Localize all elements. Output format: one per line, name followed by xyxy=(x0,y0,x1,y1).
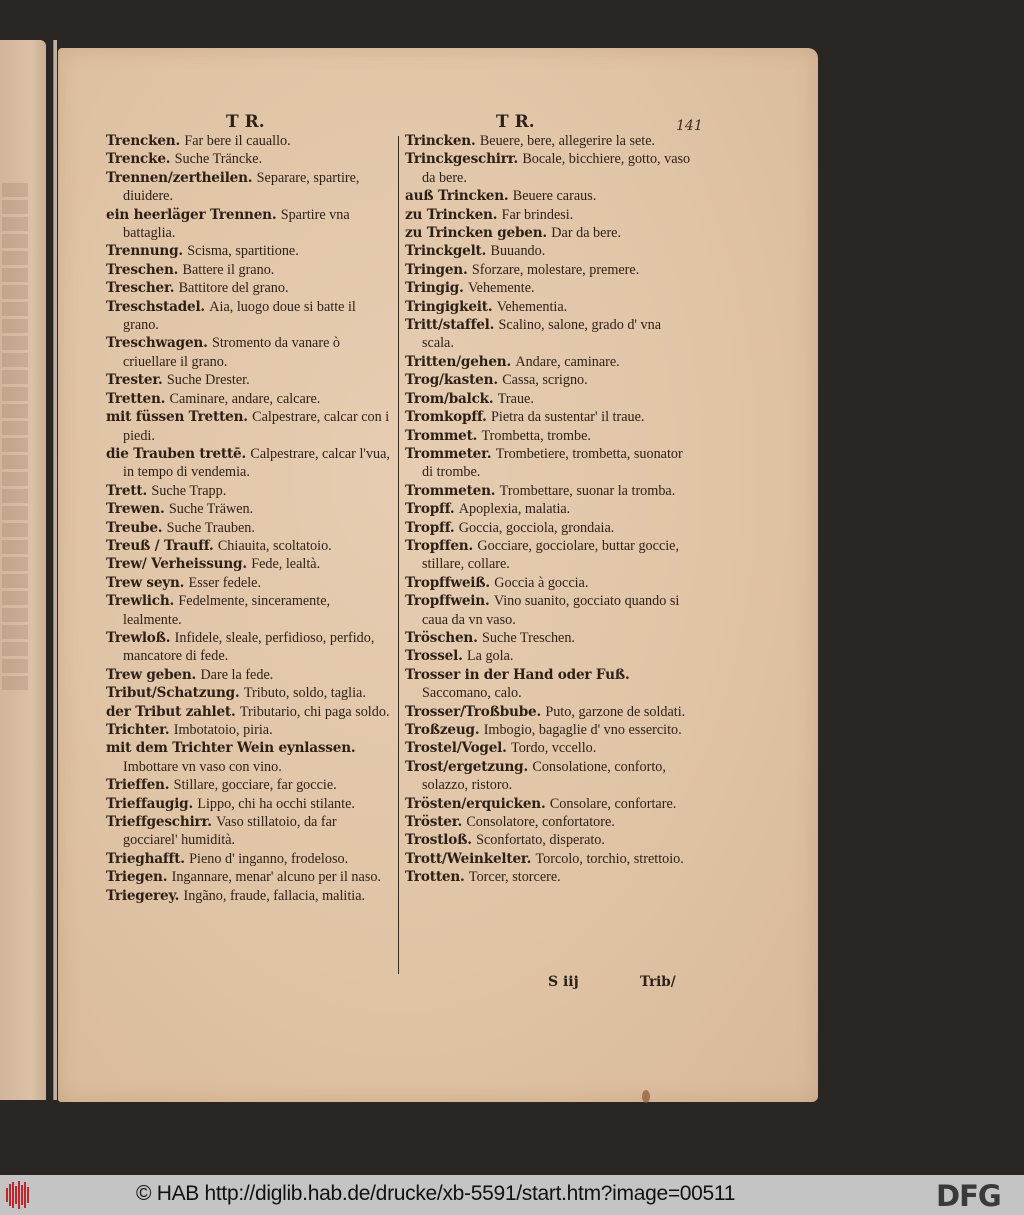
german-headword: Trennung. xyxy=(106,243,183,260)
german-headword: Trennen/zertheilen. xyxy=(106,169,253,186)
dictionary-entry xyxy=(106,390,390,408)
german-headword: Tritt/staffel. xyxy=(405,317,495,334)
italian-translation: Consolare, confortare. xyxy=(549,795,677,812)
italian-translation: Aia, luogo doue si batte il grano. xyxy=(123,298,356,334)
dictionary-entry xyxy=(106,445,390,482)
footer-bar xyxy=(0,1175,1024,1215)
german-headword: Trosser in der Hand oder Fuß. xyxy=(405,666,630,683)
dictionary-entry xyxy=(405,316,695,353)
german-headword: mit dem Trichter Wein eynlassen. xyxy=(106,740,356,757)
italian-translation: Pieno d' inganno, frodeloso. xyxy=(189,850,349,867)
german-headword: ein heerläger Trennen. xyxy=(106,206,277,223)
dictionary-entry xyxy=(106,206,390,243)
italian-translation: Battere il grano. xyxy=(182,261,275,278)
dictionary-entry xyxy=(405,850,695,868)
german-headword: Trieghafft. xyxy=(106,850,185,867)
italian-translation: Imbogio, bagaglie d' vno essercito. xyxy=(483,722,682,738)
dictionary-entry xyxy=(405,224,695,242)
german-headword: Trostel/Vogel. xyxy=(405,740,507,757)
italian-translation: Tributario, chi paga soldo. xyxy=(239,703,390,720)
dictionary-entry xyxy=(405,868,695,886)
dictionary-entry xyxy=(405,298,695,316)
italian-translation: Spartire vna battaglia. xyxy=(123,206,350,242)
dictionary-entry xyxy=(405,445,695,482)
german-headword: Trett. xyxy=(106,482,148,499)
signature-mark: S iij xyxy=(548,974,579,990)
italian-translation: Imbotatoio, piria. xyxy=(173,722,273,738)
italian-translation: Calpestrare, calcar l'vua, in tempo di vendemia. xyxy=(123,445,390,481)
german-headword: Trescher. xyxy=(106,280,175,297)
italian-translation: Scalino, salone, grado d' vna scala. xyxy=(422,317,662,352)
german-headword: Trinckgeschirr. xyxy=(405,151,518,168)
italian-translation: Separare, spartire, diuidere. xyxy=(123,169,360,205)
german-headword: Tropff. xyxy=(405,501,455,518)
german-headword: Trew/ Verheissung. xyxy=(106,556,247,573)
italian-translation: Fedelmente, sinceramente, lealmente. xyxy=(123,593,331,628)
italian-translation: Suche Träncke. xyxy=(174,151,263,168)
dictionary-entry xyxy=(106,555,390,573)
german-headword: Tropff. xyxy=(405,519,455,536)
italian-translation: Tordo, vccello. xyxy=(511,740,597,757)
italian-translation: Andare, caminare. xyxy=(515,353,620,370)
dictionary-entry xyxy=(106,537,390,555)
dictionary-entry xyxy=(106,279,390,297)
german-headword: Trommeter. xyxy=(405,445,492,462)
copyright-url[interactable]: © HAB http://diglib.hab.de/drucke/xb-5591/start.htm?image=00511 xyxy=(136,1182,736,1205)
italian-translation: Traue. xyxy=(497,390,534,407)
italian-translation: Stillare, gocciare, far goccie. xyxy=(173,777,337,794)
german-headword: auß Trincken. xyxy=(405,188,509,205)
german-headword: Treschstadel. xyxy=(106,298,205,315)
dictionary-entry xyxy=(405,279,695,297)
dictionary-entry xyxy=(405,206,695,224)
dictionary-entry xyxy=(106,334,390,371)
dictionary-entry xyxy=(405,537,695,574)
dictionary-entry xyxy=(106,169,390,206)
dictionary-entry xyxy=(405,353,695,371)
dictionary-entry xyxy=(106,574,390,592)
italian-translation: Suche Trapp. xyxy=(151,482,227,499)
german-headword: Treuß / Trauff. xyxy=(106,537,214,554)
dictionary-entry xyxy=(106,739,390,776)
italian-translation: Buuando. xyxy=(490,243,546,260)
dictionary-entry xyxy=(405,666,695,703)
german-headword: Trog/kasten. xyxy=(405,372,498,389)
dictionary-entry xyxy=(106,500,390,518)
italian-translation: Beuere, bere, allegerire la sete. xyxy=(479,133,656,149)
dictionary-entry xyxy=(106,887,390,905)
italian-translation: Calpestrare, calcar con i piedi. xyxy=(123,409,390,444)
german-headword: Tringigkeit. xyxy=(405,298,493,315)
italian-translation: Torcolo, torchio, strettoio. xyxy=(535,850,684,867)
dictionary-entry xyxy=(405,592,695,629)
dictionary-entry xyxy=(106,703,390,721)
right-column xyxy=(405,132,695,887)
german-headword: die Trauben trettē. xyxy=(106,445,247,462)
german-headword: Tropffweiß. xyxy=(405,574,490,591)
dictionary-entry xyxy=(106,684,390,702)
facing-page-bleedthrough xyxy=(2,180,42,880)
italian-translation: Dar da bere. xyxy=(551,225,622,242)
italian-translation: Infidele, sleale, perfidioso, perfido, mancatore di fede. xyxy=(123,629,375,665)
dictionary-entry xyxy=(405,408,695,426)
dictionary-entry xyxy=(106,813,390,850)
dictionary-entry xyxy=(106,132,390,150)
italian-translation: La gola. xyxy=(466,648,514,665)
german-headword: Tromkopff. xyxy=(405,409,487,426)
dfg-logo: DFG xyxy=(936,1179,1001,1213)
german-headword: Trewloß. xyxy=(106,629,171,646)
italian-translation: Goccia à goccia. xyxy=(494,574,589,591)
german-headword: Troßzeug. xyxy=(405,722,480,738)
german-headword: Treschwagen. xyxy=(106,335,208,352)
german-headword: Treschen. xyxy=(106,261,179,278)
german-headword: Trichter. xyxy=(106,722,170,738)
italian-translation: Consolatore, confortatore. xyxy=(466,814,615,831)
dictionary-entry xyxy=(106,371,390,389)
dictionary-entry xyxy=(106,868,390,886)
german-headword: Trester. xyxy=(106,372,163,389)
dictionary-entry xyxy=(106,298,390,335)
dictionary-entry xyxy=(405,242,695,260)
italian-translation: Trombetta, trombe. xyxy=(481,427,591,444)
italian-translation: Fede, lealtà. xyxy=(251,556,321,573)
german-headword: Tringig. xyxy=(405,280,464,297)
paper-stain xyxy=(642,1090,650,1103)
german-headword: Trewen. xyxy=(106,501,165,518)
italian-translation: Lippo, chi ha occhi stilante. xyxy=(197,795,355,812)
italian-translation: Far brindesi. xyxy=(501,206,574,223)
german-headword: Trostloß. xyxy=(405,832,472,849)
italian-translation: Cassa, scrigno. xyxy=(502,372,588,389)
italian-translation: Puto, garzone de soldati. xyxy=(545,703,686,720)
italian-translation: Bocale, bicchiere, gotto, vaso da bere. xyxy=(422,151,691,186)
italian-translation: Scisma, spartitione. xyxy=(187,243,299,260)
dictionary-entry xyxy=(106,150,390,168)
italian-translation: Suche Treschen. xyxy=(481,629,575,646)
german-headword: Trommeten. xyxy=(405,482,496,499)
italian-translation: Trombetiere, trombetta, suonator di trombe. xyxy=(422,445,683,481)
italian-translation: Tributo, soldo, taglia. xyxy=(243,685,366,702)
german-headword: Trösten/erquicken. xyxy=(405,795,546,812)
facing-page-edge xyxy=(0,40,46,1100)
italian-translation: Esser fedele. xyxy=(188,574,262,591)
italian-translation: Caminare, andare, calcare. xyxy=(169,390,321,407)
german-headword: der Tribut zahlet. xyxy=(106,703,236,720)
german-headword: Trossel. xyxy=(405,648,463,665)
german-headword: Trieffaugig. xyxy=(106,795,193,812)
german-headword: Trieffgeschirr. xyxy=(106,814,212,831)
hab-logo-icon xyxy=(6,1181,32,1209)
italian-translation: Trombettare, suonar la tromba. xyxy=(499,482,676,499)
dictionary-entry xyxy=(106,666,390,684)
dictionary-entry xyxy=(405,758,695,795)
german-headword: mit füssen Tretten. xyxy=(106,409,248,426)
italian-translation: Sforzare, molestare, premere. xyxy=(471,261,640,278)
dictionary-entry xyxy=(405,519,695,537)
italian-translation: Beuere caraus. xyxy=(512,188,597,205)
dictionary-entry xyxy=(405,795,695,813)
italian-translation: Goccia, gocciola, grondaia. xyxy=(458,519,615,536)
italian-translation: Gocciare, gocciolare, buttar goccie, stillare, collare. xyxy=(422,537,680,573)
italian-translation: Vino suanito, gocciato quando si caua da vn vaso. xyxy=(422,593,680,628)
italian-translation: Stromento da vanare ò criuellare il grano. xyxy=(123,335,341,370)
dictionary-entry xyxy=(106,629,390,666)
dictionary-entry xyxy=(405,187,695,205)
german-headword: Triegen. xyxy=(106,869,168,886)
dictionary-entry xyxy=(405,629,695,647)
dictionary-entry xyxy=(405,703,695,721)
dictionary-entry xyxy=(405,132,695,150)
german-headword: Trotten. xyxy=(405,869,465,886)
italian-translation: Apoplexia, malatia. xyxy=(458,501,571,518)
german-headword: Trew geben. xyxy=(106,666,197,683)
dictionary-entry xyxy=(405,647,695,665)
german-headword: Tropffwein. xyxy=(405,593,490,610)
dictionary-entry xyxy=(106,261,390,279)
german-headword: Tröster. xyxy=(405,814,462,831)
catchword: Trib/ xyxy=(640,974,676,990)
italian-translation: Chiauita, scoltatoio. xyxy=(217,537,332,554)
dictionary-entry xyxy=(106,592,390,629)
dictionary-entry xyxy=(405,427,695,445)
left-column xyxy=(106,132,390,905)
german-headword: zu Trincken. xyxy=(405,206,498,223)
german-headword: Trommet. xyxy=(405,427,478,444)
italian-translation: Ingannare, menar' alcuno per il naso. xyxy=(171,869,381,886)
italian-translation: Torcer, storcere. xyxy=(468,869,561,886)
column-rule xyxy=(398,136,399,974)
italian-translation: Suche Träwen. xyxy=(168,501,254,518)
german-headword: Tringen. xyxy=(405,261,468,278)
german-headword: Trom/balck. xyxy=(405,390,494,407)
book-gutter xyxy=(53,40,57,1100)
dictionary-entry xyxy=(405,500,695,518)
german-headword: Treube. xyxy=(106,519,163,536)
dictionary-entry xyxy=(405,390,695,408)
dictionary-entry xyxy=(106,519,390,537)
german-headword: Tritten/gehen. xyxy=(405,353,512,370)
dictionary-entry xyxy=(405,813,695,831)
italian-translation: Suche Trauben. xyxy=(166,519,255,536)
german-headword: Tröschen. xyxy=(405,629,478,646)
german-headword: Trencke. xyxy=(106,151,171,168)
german-headword: Trewlich. xyxy=(106,593,175,610)
dictionary-entry xyxy=(405,261,695,279)
dictionary-entry xyxy=(106,242,390,260)
german-headword: Tribut/Schatzung. xyxy=(106,685,240,702)
italian-translation: Imbottare vn vaso con vino. xyxy=(123,758,282,775)
italian-translation: Suche Drester. xyxy=(166,372,250,389)
dictionary-entry xyxy=(106,776,390,794)
italian-translation: Ingãno, fraude, fallacia, malitia. xyxy=(183,887,366,904)
italian-translation: Pietra da sustentar' il traue. xyxy=(491,409,645,426)
dictionary-entry xyxy=(106,408,390,445)
dictionary-entry xyxy=(405,739,695,757)
german-headword: Trinckgelt. xyxy=(405,243,487,260)
italian-translation: Dare la fede. xyxy=(200,666,274,683)
italian-translation: Vaso stillatoio, da far gocciarel' humidità. xyxy=(123,814,337,849)
italian-translation: Far bere il cauallo. xyxy=(184,133,291,149)
dictionary-entry xyxy=(106,721,390,739)
italian-translation: Battitore del grano. xyxy=(178,280,289,297)
italian-translation: Sconfortato, disperato. xyxy=(476,832,605,849)
german-headword: Trincken. xyxy=(405,133,476,149)
italian-translation: Vehementia. xyxy=(496,298,568,315)
german-headword: Trencken. xyxy=(106,133,180,149)
italian-translation: Consolatione, conforto, solazzo, ristoro. xyxy=(422,758,666,794)
german-headword: Tretten. xyxy=(106,390,166,407)
dictionary-entry xyxy=(405,371,695,389)
german-headword: Trott/Weinkelter. xyxy=(405,850,532,867)
page-number: 141 xyxy=(676,118,703,134)
dictionary-entry xyxy=(405,721,695,739)
italian-translation: Saccomano, calo. xyxy=(422,685,522,702)
german-headword: Trosser/Troßbube. xyxy=(405,703,541,720)
dictionary-entry xyxy=(405,150,695,187)
dictionary-entry xyxy=(405,482,695,500)
dictionary-entry xyxy=(405,831,695,849)
dictionary-entry xyxy=(405,574,695,592)
running-head-left: T R. xyxy=(226,112,265,132)
german-headword: Trost/ergetzung. xyxy=(405,758,529,775)
dictionary-entry xyxy=(106,482,390,500)
german-headword: Trieffen. xyxy=(106,777,170,794)
dictionary-entry xyxy=(106,850,390,868)
running-head-right: T R. xyxy=(496,112,535,132)
german-headword: Triegerey. xyxy=(106,887,180,904)
italian-translation: Vehemente. xyxy=(467,280,535,297)
german-headword: Tropffen. xyxy=(405,537,474,554)
dictionary-entry xyxy=(106,795,390,813)
german-headword: Trew seyn. xyxy=(106,574,185,591)
german-headword: zu Trincken geben. xyxy=(405,225,547,242)
